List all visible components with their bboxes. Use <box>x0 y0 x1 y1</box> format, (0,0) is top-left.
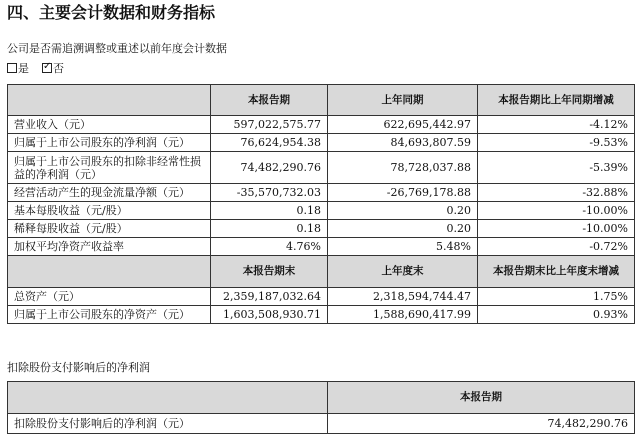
row-previous: 0.20 <box>328 220 478 238</box>
row-current: 2,359,187,032.64 <box>211 288 328 306</box>
row-previous: 1,588,690,417.99 <box>328 306 478 324</box>
row-label: 营业收入（元） <box>8 116 211 134</box>
row-change: -10.00% <box>478 202 635 220</box>
table-header-row <box>8 85 635 116</box>
yes-checkbox[interactable] <box>7 63 17 73</box>
row-previous: 622,695,442.97 <box>328 116 478 134</box>
row-previous: 2,318,594,744.47 <box>328 288 478 306</box>
subheader-year-end: 上年度末 <box>328 256 478 288</box>
header-blank <box>8 382 328 414</box>
table-row <box>8 288 635 306</box>
header-blank <box>8 85 211 116</box>
row-current: -35,570,732.03 <box>211 184 328 202</box>
subheader-blank <box>8 256 211 288</box>
yes-label: 是 <box>18 62 29 75</box>
row-previous: 0.20 <box>328 202 478 220</box>
row-previous: 84,693,807.59 <box>328 134 478 152</box>
row-previous: 78,728,037.88 <box>328 152 478 184</box>
no-label: 否 <box>53 62 64 75</box>
row-change: 0.93% <box>478 306 635 324</box>
table-row <box>8 220 635 238</box>
subheader-change: 本报告期末比上年度末增减 <box>478 256 635 288</box>
row-label: 归属于上市公司股东的扣除非经常性损益的净利润（元） <box>8 152 211 184</box>
table-row <box>8 184 635 202</box>
row-label: 经营活动产生的现金流量净额（元） <box>8 184 211 202</box>
table-row <box>8 414 635 434</box>
row-change: -32.88% <box>478 184 635 202</box>
row-label: 归属于上市公司股东的净利润（元） <box>8 134 211 152</box>
row-label: 加权平均净资产收益率 <box>8 238 211 256</box>
row-current: 0.18 <box>211 202 328 220</box>
row-change: -10.00% <box>478 220 635 238</box>
table-row <box>8 134 635 152</box>
row-change: -0.72% <box>478 238 635 256</box>
row-current: 4.76% <box>211 238 328 256</box>
row-label: 稀释每股收益（元/股） <box>8 220 211 238</box>
restate-question: 公司是否需追溯调整或重述以前年度会计数据 <box>7 42 227 55</box>
header-current: 本报告期 <box>211 85 328 116</box>
row-label: 扣除股份支付影响后的净利润（元） <box>8 414 328 434</box>
main-financial-table <box>7 84 635 324</box>
row-previous: 5.48% <box>328 238 478 256</box>
table-row <box>8 116 635 134</box>
share-payment-title: 扣除股份支付影响后的净利润 <box>7 361 150 374</box>
row-current: 0.18 <box>211 220 328 238</box>
section-title: 四、主要会计数据和财务指标 <box>7 3 216 22</box>
row-previous: -26,769,178.88 <box>328 184 478 202</box>
restate-options <box>7 62 64 76</box>
table-row <box>8 152 635 184</box>
row-change: 1.75% <box>478 288 635 306</box>
header-change: 本报告期比上年同期增减 <box>478 85 635 116</box>
row-current: 76,624,954.38 <box>211 134 328 152</box>
row-value: 74,482,290.76 <box>328 414 635 434</box>
row-label: 总资产（元） <box>8 288 211 306</box>
table-row <box>8 306 635 324</box>
row-current: 597,022,575.77 <box>211 116 328 134</box>
header-previous: 上年同期 <box>328 85 478 116</box>
table-subheader-row <box>8 256 635 288</box>
row-change: -5.39% <box>478 152 635 184</box>
row-label: 基本每股收益（元/股） <box>8 202 211 220</box>
header-current: 本报告期 <box>328 382 635 414</box>
row-current: 1,603,508,930.71 <box>211 306 328 324</box>
share-payment-table <box>7 381 635 434</box>
row-current: 74,482,290.76 <box>211 152 328 184</box>
table-header-row <box>8 382 635 414</box>
row-change: -9.53% <box>478 134 635 152</box>
subheader-period-end: 本报告期末 <box>211 256 328 288</box>
table-row <box>8 238 635 256</box>
row-change: -4.12% <box>478 116 635 134</box>
no-checkbox[interactable] <box>42 63 52 73</box>
table-row <box>8 202 635 220</box>
row-label: 归属于上市公司股东的净资产（元） <box>8 306 211 324</box>
